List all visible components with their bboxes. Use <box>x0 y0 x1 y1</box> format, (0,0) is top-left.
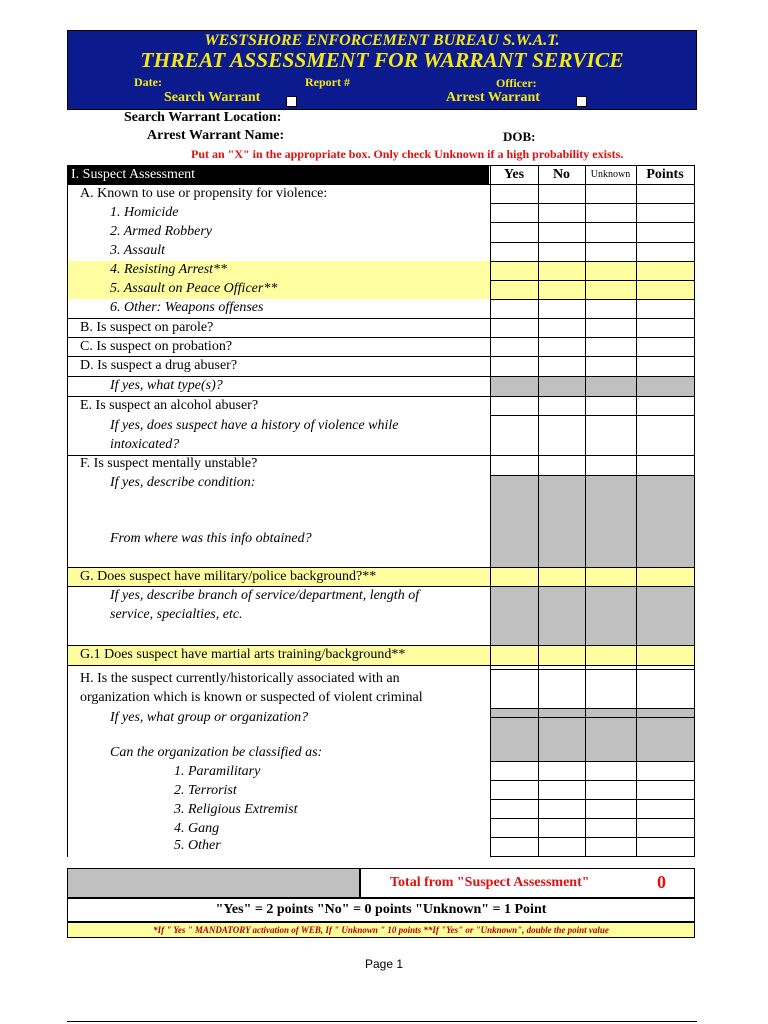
arrest-name-label: Arrest Warrant Name: <box>147 128 285 143</box>
grid-line <box>490 222 694 223</box>
question-f-sub1: If yes, describe condition: <box>110 475 256 490</box>
arrest-warrant-checkbox[interactable] <box>576 96 587 107</box>
grid-line <box>67 645 694 646</box>
total-value: 0 <box>657 872 666 892</box>
grid-line <box>490 780 694 781</box>
shade-h <box>490 708 694 761</box>
header-banner <box>67 30 697 110</box>
grid-line <box>694 165 695 857</box>
location-label: Search Warrant Location: <box>124 110 282 125</box>
grid-line <box>490 475 694 476</box>
grid-line <box>67 376 694 377</box>
instruction-text: Put an "X" in the appropriate box. Only check Unknown if a high probability exists. <box>191 147 624 161</box>
grid-line <box>490 299 694 300</box>
question-f-sub2: From where was this info obtained? <box>110 531 312 546</box>
report-label: Report # <box>305 75 350 89</box>
question-a: A. Known to use or propensity for violence: <box>80 186 328 201</box>
option-paramilitary: 1. Paramilitary <box>174 764 261 779</box>
option-religious-extremist: 3. Religious Extremist <box>174 802 298 817</box>
question-d-sub: If yes, what type(s)? <box>110 378 223 393</box>
grid-line <box>490 280 694 281</box>
search-warrant-label: Search Warrant <box>164 90 261 105</box>
total-label: Total from "Suspect Assessment" <box>390 875 590 890</box>
question-g-sub1: If yes, describe branch of service/department, length of <box>110 588 420 603</box>
grid-line <box>67 356 694 357</box>
option-assault: 3. Assault <box>110 243 165 258</box>
org-name: WESTSHORE ENFORCEMENT BUREAU S.W.A.T. <box>204 32 560 49</box>
grid-line <box>67 665 694 666</box>
question-h-line1: H. Is the suspect currently/historically associated with an <box>80 671 400 686</box>
grid-line <box>636 165 637 857</box>
col-yes: Yes <box>503 167 525 182</box>
grid-line <box>490 818 694 819</box>
option-terrorist: 2. Terrorist <box>174 783 237 798</box>
grid-line <box>538 165 539 857</box>
grid-line <box>67 165 68 857</box>
grid-line <box>490 165 491 857</box>
grid-line <box>585 165 586 857</box>
dob-label: DOB: <box>503 129 536 144</box>
grid-line <box>490 761 694 762</box>
question-e: E. Is suspect an alcohol abuser? <box>80 398 259 413</box>
footer-rule <box>67 1021 697 1022</box>
col-points: Points <box>646 167 684 182</box>
grid-line <box>490 203 694 204</box>
grid-line <box>490 799 694 800</box>
grid-line <box>490 708 694 709</box>
points-key: "Yes" = 2 points "No" = 0 points "Unknown" = 1 Point <box>67 898 695 922</box>
question-g1: G.1 Does suspect have martial arts training/background** <box>80 647 406 662</box>
grid-line <box>490 837 694 838</box>
officer-label: Officer: <box>496 76 537 90</box>
mandatory-note: *If " Yes " MANDATORY activation of WEB, If " Unknown " 10 points **If "Yes" or "Unknown", double the point value <box>67 922 695 938</box>
question-h-sub1: If yes, what group or organization? <box>110 710 309 725</box>
col-unknown: Unknown <box>590 169 631 180</box>
question-b: B. Is suspect on parole? <box>80 320 214 335</box>
question-h-sub2: Can the organization be classified as: <box>110 745 323 760</box>
option-other: 5. Other <box>174 838 221 853</box>
grid-line <box>67 165 694 166</box>
option-gang: 4. Gang <box>174 821 220 836</box>
question-c: C. Is suspect on probation? <box>80 339 233 354</box>
section-title: I. Suspect Assessment <box>67 165 489 184</box>
grid-line <box>67 184 694 185</box>
question-f: F. Is suspect mentally unstable? <box>80 456 258 471</box>
shade-f <box>490 475 694 567</box>
option-other-weapons: 6. Other: Weapons offenses <box>110 300 264 315</box>
page-number: Page 1 <box>364 957 404 971</box>
grid-line <box>490 415 694 416</box>
grid-line <box>67 337 694 338</box>
grid-line <box>490 261 694 262</box>
question-d: D. Is suspect a drug abuser? <box>80 358 238 373</box>
option-assault-officer: 5. Assault on Peace Officer** <box>110 281 278 296</box>
col-no: No <box>552 167 571 182</box>
option-armed-robbery: 2. Armed Robbery <box>110 224 212 239</box>
date-label: Date: <box>134 75 162 89</box>
grid-line <box>490 669 694 670</box>
question-g: G. Does suspect have military/police background?** <box>80 569 377 584</box>
question-g-sub2: service, specialties, etc. <box>110 607 243 622</box>
question-e-sub2: intoxicated? <box>110 437 180 452</box>
grid-line <box>67 586 694 587</box>
grid-line <box>490 717 694 718</box>
arrest-warrant-label: Arrest Warrant <box>446 90 540 105</box>
question-e-sub1: If yes, does suspect have a history of violence while <box>110 418 399 433</box>
grid-line <box>490 856 694 857</box>
question-h-line2: organization which is known or suspected of violent criminal <box>80 690 423 705</box>
grid-line <box>67 318 694 319</box>
shade-g <box>490 586 694 645</box>
option-homicide: 1. Homicide <box>110 205 179 220</box>
totals-shade <box>67 868 360 898</box>
grid-line <box>67 567 694 568</box>
shade-d <box>490 376 694 396</box>
form-title: THREAT ASSESSMENT FOR WARRANT SERVICE <box>140 48 624 72</box>
search-warrant-checkbox[interactable] <box>286 96 297 107</box>
option-resisting-arrest: 4. Resisting Arrest** <box>110 262 228 277</box>
grid-line <box>490 242 694 243</box>
grid-line <box>67 396 694 397</box>
